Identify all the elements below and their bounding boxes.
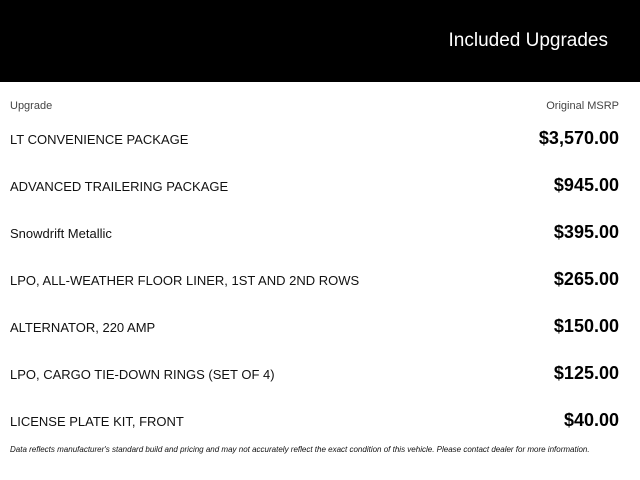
disclaimer-text: Data reflects manufacturer's standard build and pricing and may not accurately reflect the exact condition of this vehicle. Please contact dealer for more information. [10, 445, 590, 454]
upgrade-price: $945.00 [553, 175, 619, 195]
upgrade-price: $150.00 [553, 316, 619, 336]
upgrade-row [0, 397, 640, 444]
upgrade-name: LICENSE PLATE KIT, FRONT [10, 414, 184, 429]
upgrade-name: LPO, CARGO TIE-DOWN RINGS (SET OF 4) [10, 367, 275, 382]
upgrade-name: ADVANCED TRAILERING PACKAGE [10, 179, 229, 194]
upgrade-name: ALTERNATOR, 220 AMP [10, 320, 156, 335]
upgrade-row [0, 115, 640, 162]
header-bar [0, 0, 640, 82]
upgrade-name: LT CONVENIENCE PACKAGE [10, 132, 189, 147]
upgrade-row [0, 303, 640, 350]
msrp-column-header: Original MSRP [546, 100, 619, 112]
upgrade-price: $40.00 [563, 410, 619, 430]
upgrade-price: $3,570.00 [538, 128, 619, 148]
page-title: Included Upgrades [448, 30, 608, 51]
upgrade-row [0, 209, 640, 256]
upgrade-price: $395.00 [553, 222, 619, 242]
upgrade-row [0, 162, 640, 209]
upgrade-row [0, 350, 640, 397]
upgrade-row [0, 256, 640, 303]
upgrade-name: LPO, ALL-WEATHER FLOOR LINER, 1ST AND 2ND ROWS [10, 273, 360, 288]
upgrade-price: $265.00 [553, 269, 619, 289]
upgrade-price: $125.00 [553, 363, 619, 383]
upgrade-name: Snowdrift Metallic [10, 226, 112, 241]
upgrades-list [0, 115, 640, 444]
upgrade-column-header: Upgrade [10, 100, 53, 112]
